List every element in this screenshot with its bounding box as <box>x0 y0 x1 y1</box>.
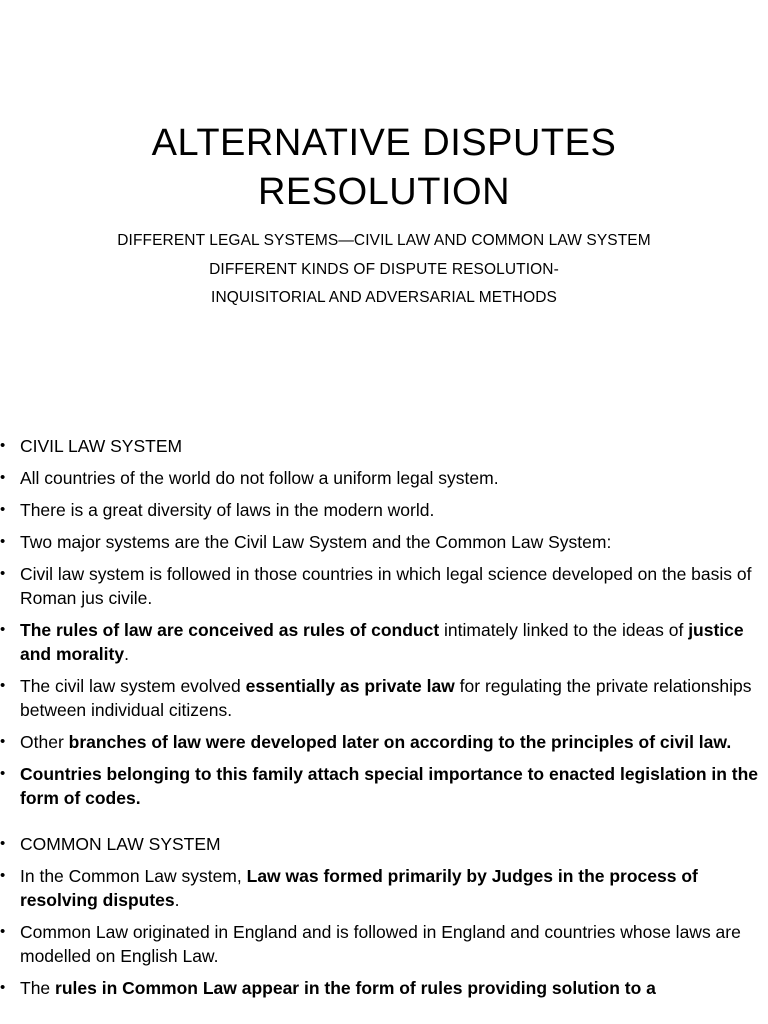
bullet-item <box>0 466 768 490</box>
bullet-text: Civil law system is followed in those countries in which legal science developed on the basis of Roman jus civile. <box>20 564 752 608</box>
slide-title-line-1: ALTERNATIVE DISPUTES <box>151 122 617 164</box>
bullet-text: . <box>124 644 129 664</box>
bullet-item <box>0 976 768 1000</box>
bullet-text: Two major systems are the Civil Law System and the Common Law System: <box>20 532 612 552</box>
bullet-text-bold: rules in Common Law appear in the form of rules providing solution to a <box>55 978 656 998</box>
bullet-item <box>0 434 768 458</box>
bullet-list <box>0 434 768 1008</box>
bullet-item <box>0 674 768 722</box>
slide-subtitle-line-1: DIFFERENT LEGAL SYSTEMS—CIVIL LAW AND COMMON LAW SYSTEM <box>117 232 651 249</box>
bullet-text: In the Common Law system, <box>20 866 247 886</box>
bullet-text-bold: essentially as private law <box>245 676 455 696</box>
slide-subtitle-line-2: DIFFERENT KINDS OF DISPUTE RESOLUTION- <box>209 261 559 278</box>
bullet-text: Common Law originated in England and is followed in England and countries whose laws are modelled on English Law. <box>20 922 741 966</box>
bullet-text-bold: justice and morality <box>20 620 744 664</box>
bullet-item <box>0 498 768 522</box>
bullet-item <box>0 832 768 856</box>
bullet-item <box>0 618 768 666</box>
bullet-text: The <box>20 978 56 998</box>
bullet-text: COMMON LAW SYSTEM <box>20 834 221 854</box>
bullet-text: CIVIL LAW SYSTEM <box>20 436 183 456</box>
bullet-item <box>0 530 768 554</box>
bullet-text: The civil law system evolved <box>20 676 246 696</box>
bullet-text: All countries of the world do not follow a uniform legal system. <box>20 468 499 488</box>
slide-title-line-2: RESOLUTION <box>257 171 511 213</box>
bullet-item <box>0 920 768 968</box>
bullet-text: There is a great diversity of laws in the modern world. <box>20 500 435 520</box>
bullet-text-bold: Law was formed primarily by Judges in the process of resolving disputes <box>20 866 698 910</box>
bullet-item <box>0 864 768 912</box>
bullet-item <box>0 562 768 610</box>
bullet-text: for regulating the private relationships between individual citizens. <box>20 676 752 720</box>
bullet-text-bold: Countries belonging to this family attach special importance to enacted legislation in the form of codes. <box>20 764 759 808</box>
bullet-text: . <box>174 890 180 910</box>
bullet-item <box>0 762 768 810</box>
bullet-text-bold: branches of law were developed later on according to the principles of civil law. <box>68 732 732 752</box>
title-slide <box>0 0 768 400</box>
bullet-text: Other <box>20 732 69 752</box>
bullet-text: intimately linked to the ideas of <box>439 620 689 640</box>
bullet-item <box>0 730 768 754</box>
slide-subtitle-line-3: INQUISITORIAL AND ADVERSARIAL METHODS <box>211 289 557 306</box>
bullet-text-bold: The rules of law are conceived as rules of conduct <box>20 620 440 640</box>
